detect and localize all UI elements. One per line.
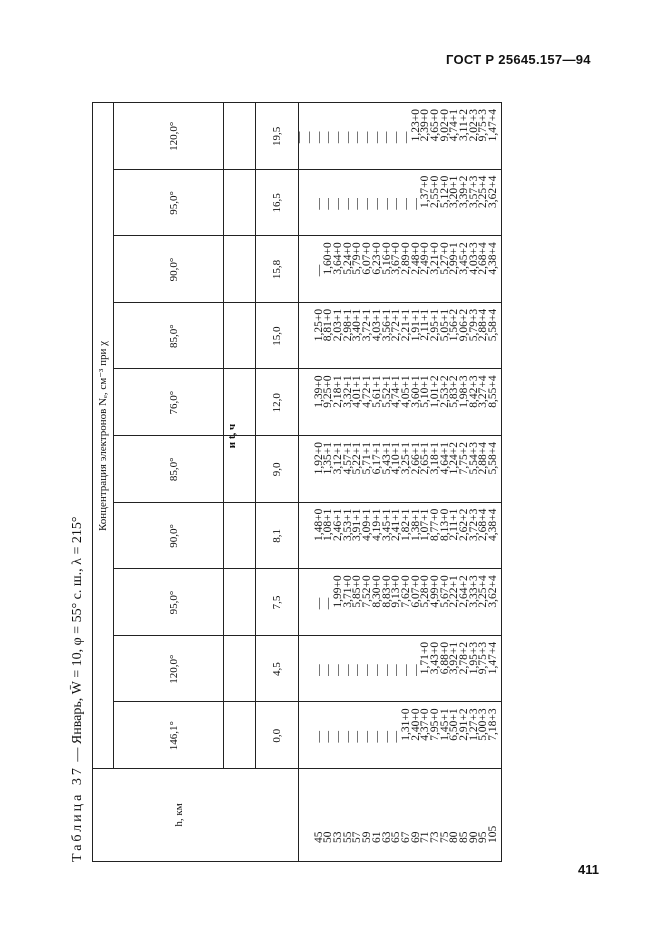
table-cell: — bbox=[302, 131, 315, 144]
electron-concentration-table bbox=[92, 102, 502, 862]
table-cell: — bbox=[351, 730, 364, 743]
height-cell: 53 bbox=[332, 831, 345, 843]
table-cell: — bbox=[370, 730, 383, 743]
table-cell: 2,78+2 bbox=[458, 641, 470, 675]
table-cell: — bbox=[399, 664, 412, 676]
table-cell: — bbox=[351, 131, 364, 144]
table-cell: 1,91+1 bbox=[409, 308, 422, 342]
table-cell: 5,58+4 bbox=[487, 442, 500, 475]
table-cell: 1,47+4 bbox=[487, 641, 500, 675]
height-values bbox=[312, 783, 500, 843]
chi-header: 146,1° bbox=[168, 721, 180, 751]
table-cell: — bbox=[332, 131, 345, 144]
height-cell: 61 bbox=[370, 831, 383, 843]
time-header: 16,5 bbox=[271, 193, 283, 213]
height-cell: 57 bbox=[351, 831, 364, 843]
table-cell: — bbox=[312, 131, 325, 144]
table-cell: 5,00+3 bbox=[477, 708, 490, 741]
table-cell: 1,60+0 bbox=[322, 242, 335, 275]
table-cell: 4,05+1 bbox=[399, 375, 412, 408]
table-cell: — bbox=[370, 131, 383, 144]
table-cell: 1,56+2 bbox=[448, 308, 461, 342]
chi-header: 95,0° bbox=[168, 191, 180, 215]
table-cell: 8,13+0 bbox=[438, 508, 451, 541]
table-cell: 2,88+4 bbox=[477, 442, 490, 475]
table-cell: — bbox=[341, 664, 354, 676]
height-cell: 71 bbox=[419, 831, 432, 843]
concentration-label: Концентрация электронов Nₑ, см⁻³ при χ bbox=[97, 341, 109, 531]
table-cell: 2,49+0 bbox=[419, 242, 432, 275]
table-cell: — bbox=[312, 264, 325, 277]
table-cell: 2,65+1 bbox=[419, 442, 432, 475]
table-cell: 2,25+4 bbox=[477, 175, 490, 208]
table-cell: 2,22+1 bbox=[448, 575, 461, 608]
table-cell: 3,43+0 bbox=[428, 641, 441, 675]
time-header: 15,0 bbox=[271, 326, 283, 346]
table-cell: 2,72+1 bbox=[390, 308, 403, 342]
table-cell: 1,37+0 bbox=[419, 175, 432, 208]
table-cell: 5,16+0 bbox=[380, 242, 393, 275]
chi-row-rule bbox=[223, 103, 224, 769]
table-cell: 3,45+2 bbox=[458, 242, 470, 275]
table-cell: 3,25+1 bbox=[399, 442, 412, 475]
data-column bbox=[312, 442, 500, 499]
table-cell: — bbox=[322, 664, 335, 676]
table-cell: — bbox=[341, 131, 354, 144]
height-cell: 63 bbox=[380, 831, 393, 843]
table-cell: 6,17+1 bbox=[370, 442, 383, 475]
table-cell: 2,40+0 bbox=[409, 708, 422, 741]
table-cell: 5,27+0 bbox=[438, 242, 451, 275]
table-cell: 6,88+0 bbox=[438, 641, 451, 675]
table-cell: 2,88+4 bbox=[477, 308, 490, 342]
table-cell: 2,68+4 bbox=[477, 242, 490, 275]
height-cell: 80 bbox=[448, 831, 461, 843]
table-cell: — bbox=[380, 131, 393, 144]
table-cell: 1,07+1 bbox=[419, 508, 432, 541]
table-cell: 1,23+0 bbox=[409, 109, 422, 142]
data-column bbox=[312, 708, 500, 765]
table-cell: 1,08+1 bbox=[322, 508, 335, 541]
table-cell: — bbox=[380, 730, 393, 743]
chi-header: 95,0° bbox=[168, 590, 180, 615]
table-cell: 1,71+0 bbox=[419, 641, 432, 675]
table-cell: 5,43+1 bbox=[380, 442, 393, 475]
table-cell: 2,03+1 bbox=[332, 308, 345, 342]
table-cell: 2,68+4 bbox=[477, 508, 490, 541]
table-cell: 8,83+0 bbox=[380, 575, 393, 608]
table-cell: 3,39+2 bbox=[458, 175, 470, 208]
table-cell: 1,27+3 bbox=[467, 708, 480, 741]
data-column bbox=[295, 109, 498, 166]
table-cell: 4,37+0 bbox=[419, 708, 432, 741]
time-header: 7,5 bbox=[271, 595, 283, 610]
table-cell: 8,30+0 bbox=[370, 575, 383, 608]
table-cell: 3,72+3 bbox=[467, 508, 480, 541]
table-cell: 3,32+1 bbox=[341, 375, 354, 408]
table-cell: 7,18+3 bbox=[487, 708, 500, 741]
table-cell: — bbox=[312, 198, 325, 210]
table-cell: — bbox=[390, 664, 403, 676]
table-cell: 1,01+2 bbox=[428, 375, 441, 408]
table-cell: 5,85+0 bbox=[351, 575, 364, 608]
data-column bbox=[312, 242, 500, 299]
table-cell: 1,99+0 bbox=[332, 575, 345, 608]
table-cell: 4,99+0 bbox=[428, 575, 441, 608]
table-cell: 1,35+1 bbox=[322, 442, 335, 475]
table-cell: 1,92+0 bbox=[312, 442, 325, 475]
table-cell: 3,45+1 bbox=[380, 508, 393, 541]
table-cell: 4,57+1 bbox=[341, 442, 354, 475]
table-cell: — bbox=[399, 198, 412, 210]
table-cell: — bbox=[351, 198, 364, 210]
table-cell: 5,61+1 bbox=[370, 375, 383, 408]
table-cell: 7,52+0 bbox=[361, 575, 374, 608]
table-cell: 3,11+2 bbox=[457, 109, 470, 141]
table-cell: 3,20+1 bbox=[448, 175, 461, 208]
h-column-divider bbox=[93, 768, 501, 769]
table-cell: 9,75+3 bbox=[477, 641, 490, 675]
table-cell: 1,98+3 bbox=[458, 375, 470, 408]
table-cell: 1,38+1 bbox=[409, 508, 422, 541]
table-cell: 2,11+1 bbox=[448, 508, 461, 541]
height-cell: 73 bbox=[428, 831, 441, 843]
time-header: 0,0 bbox=[271, 728, 283, 743]
table-cell: 8,81+0 bbox=[322, 308, 335, 342]
table-cell: — bbox=[361, 198, 374, 210]
table-cell: 1,45+1 bbox=[438, 708, 451, 741]
table-caption bbox=[70, 102, 90, 862]
table-cell: — bbox=[409, 664, 422, 676]
concentration-label-rule bbox=[113, 103, 114, 769]
table-cell: 8,42+3 bbox=[467, 375, 480, 408]
table-cell: 2,66+1 bbox=[409, 442, 422, 475]
time-header: 9,0 bbox=[271, 462, 283, 477]
table-cell: 8,77+0 bbox=[428, 508, 441, 541]
time-header: 8,1 bbox=[271, 529, 283, 543]
table-cell: 3,91+1 bbox=[351, 508, 364, 541]
table-cell: 3,56+1 bbox=[380, 308, 393, 342]
table-cell: — bbox=[332, 198, 345, 210]
table-cell: — bbox=[332, 730, 345, 743]
time-header: 15,8 bbox=[271, 259, 283, 280]
chi-header: 85,0° bbox=[168, 457, 180, 482]
table-cell: 2,48+0 bbox=[409, 242, 422, 275]
table-cell: — bbox=[293, 131, 306, 144]
table-cell: — bbox=[390, 198, 403, 210]
table-cell: 9,75+3 bbox=[477, 109, 490, 142]
table-cell: 3,53+1 bbox=[341, 508, 354, 541]
data-column bbox=[305, 575, 499, 632]
table-cell: 7,62+0 bbox=[399, 575, 412, 608]
table-cell: 4,38+4 bbox=[487, 242, 500, 275]
table-cell: 4,38+4 bbox=[487, 508, 500, 541]
table-cell: — bbox=[322, 730, 335, 743]
table-cell: 5,58+4 bbox=[487, 308, 500, 342]
table-cell: 4,09+1 bbox=[361, 508, 374, 541]
table-cell: 1,24+2 bbox=[448, 442, 461, 475]
table-cell: — bbox=[390, 730, 403, 743]
table-cell: 2,95+1 bbox=[428, 308, 441, 342]
table-cell: 3,64+0 bbox=[332, 242, 345, 275]
table-cell: — bbox=[399, 131, 412, 144]
table-cell: 3,18+1 bbox=[428, 442, 441, 475]
table-cell: 3,71+0 bbox=[341, 575, 354, 608]
data-column bbox=[312, 308, 500, 366]
table-cell: 2,91+2 bbox=[458, 708, 470, 741]
height-cell: 105 bbox=[487, 825, 500, 843]
document-code: ГОСТ Р 25645.157—94 bbox=[446, 52, 591, 67]
data-column bbox=[312, 508, 500, 566]
table-cell: 2,62+2 bbox=[458, 508, 470, 541]
table-cell: — bbox=[361, 131, 374, 144]
time-label-rule bbox=[255, 103, 256, 769]
height-cell: 95 bbox=[477, 831, 490, 843]
table-cell: 9,06+2 bbox=[458, 308, 470, 342]
table-cell: 9,25+0 bbox=[322, 375, 335, 408]
table-cell: 5,28+0 bbox=[419, 575, 432, 608]
table-cell: 3,33+3 bbox=[467, 575, 480, 608]
table-cell: 5,79+0 bbox=[351, 242, 364, 275]
table-cell: — bbox=[361, 730, 374, 743]
rotated-table-page bbox=[70, 102, 500, 862]
table-cell: 4,74+1 bbox=[448, 109, 461, 142]
table-cell: — bbox=[370, 664, 383, 676]
table-cell: 2,39+0 bbox=[419, 109, 432, 142]
chi-header: 85,0° bbox=[168, 324, 180, 348]
table-cell: 3,62+4 bbox=[487, 175, 500, 208]
time-label: и t, ч bbox=[226, 423, 238, 449]
table-cell: — bbox=[390, 131, 403, 144]
height-cell: 59 bbox=[361, 831, 374, 843]
table-cell: 2,53+2 bbox=[438, 375, 451, 408]
table-cell: 4,64+1 bbox=[438, 442, 451, 475]
chi-header: 90,0° bbox=[168, 257, 180, 282]
table-cell: 5,24+0 bbox=[341, 242, 354, 275]
height-cell: 67 bbox=[399, 831, 412, 843]
table-cell: 3,21+0 bbox=[428, 242, 441, 275]
table-cell: 3,57+3 bbox=[467, 175, 480, 208]
chi-header: 90,0° bbox=[168, 524, 180, 548]
table-cell: 8,55+4 bbox=[487, 375, 500, 408]
table-cell: 3,62+4 bbox=[487, 575, 500, 608]
table-cell: 5,79+3 bbox=[467, 308, 480, 342]
table-cell: — bbox=[380, 198, 393, 210]
table-cell: 7,75+2 bbox=[458, 442, 470, 475]
table-cell: — bbox=[370, 198, 383, 210]
table-cell: 1,25+0 bbox=[312, 308, 325, 342]
table-cell: 2,21+1 bbox=[399, 308, 412, 342]
table-cell: 2,99+1 bbox=[448, 242, 461, 275]
table-cell: 1,39+0 bbox=[312, 375, 325, 408]
table-cell: 3,67+0 bbox=[390, 242, 403, 275]
chi-header: 76,0° bbox=[168, 390, 180, 415]
data-column bbox=[312, 175, 500, 233]
table-cell: 6,50+1 bbox=[448, 708, 461, 741]
h-column-header: h, км bbox=[173, 803, 185, 827]
table-cell: 2,02+3 bbox=[467, 109, 480, 142]
table-cell: 3,72+1 bbox=[361, 308, 374, 342]
page-number: 411 bbox=[578, 862, 599, 877]
table-cell: 2,25+4 bbox=[477, 575, 490, 608]
time-header: 4,5 bbox=[271, 662, 283, 676]
table-cell: 6,07+0 bbox=[361, 242, 374, 275]
table-cell: 1,48+0 bbox=[312, 508, 325, 541]
table-cell: 2,18+1 bbox=[332, 375, 345, 408]
table-cell: 2,89+0 bbox=[399, 242, 412, 275]
time-header: 19,5 bbox=[271, 126, 283, 146]
height-cell: 50 bbox=[322, 831, 335, 843]
table-cell: 2,55+0 bbox=[428, 175, 441, 208]
time-header: 12,0 bbox=[271, 393, 283, 413]
table-cell: 4,19+1 bbox=[370, 508, 383, 541]
table-cell: 5,83+2 bbox=[448, 375, 461, 408]
table-cell: 6,23+0 bbox=[370, 242, 383, 275]
table-cell: 2,41+1 bbox=[390, 508, 403, 541]
table-cell: 3,12+1 bbox=[332, 442, 345, 475]
table-cell: 2,98+1 bbox=[341, 308, 354, 342]
table-cell: — bbox=[351, 664, 364, 676]
table-cell: 9,02+0 bbox=[438, 109, 451, 142]
table-cell: — bbox=[361, 664, 374, 676]
chi-header: 120,0° bbox=[168, 654, 180, 684]
table-cell: 2,46+1 bbox=[332, 508, 345, 541]
table-cell: 4,10+1 bbox=[390, 442, 403, 475]
table-cell: — bbox=[341, 198, 354, 210]
header-separator bbox=[298, 103, 299, 861]
table-cell: 5,67+0 bbox=[438, 575, 451, 608]
table-cell: 5,22+1 bbox=[351, 442, 364, 475]
table-cell: 3,40+1 bbox=[351, 308, 364, 342]
table-cell: 5,05+1 bbox=[438, 308, 451, 342]
height-cell: 85 bbox=[458, 831, 470, 843]
table-cell: 1,82+1 bbox=[399, 508, 412, 541]
table-cell: 5,10+1 bbox=[419, 375, 432, 408]
table-cell: — bbox=[312, 730, 325, 743]
table-cell: — bbox=[322, 597, 335, 610]
table-cell: 4,74+1 bbox=[390, 375, 403, 408]
table-cell: — bbox=[312, 664, 325, 676]
table-cell: — bbox=[322, 131, 335, 144]
table-cell: 4,65+0 bbox=[428, 109, 441, 142]
table-cell: 4,03+1 bbox=[370, 308, 383, 342]
table-cell: — bbox=[380, 664, 393, 676]
table-cell: 4,03+3 bbox=[467, 242, 480, 275]
table-cell: 5,12+0 bbox=[438, 175, 451, 208]
table-cell: — bbox=[332, 664, 345, 676]
table-cell: 3,27+4 bbox=[477, 375, 490, 408]
height-cell: 75 bbox=[438, 831, 451, 843]
table-cell: 3,60+1 bbox=[409, 375, 422, 408]
table-cell: 5,52+1 bbox=[380, 375, 393, 408]
table-title: — Январь, W̄ = 10, φ = 55° с. ш., λ = 215° bbox=[70, 516, 85, 762]
table-cell: — bbox=[312, 597, 325, 610]
height-cell: 65 bbox=[390, 831, 403, 843]
table-cell: — bbox=[341, 730, 354, 743]
table-cell: 2,64+2 bbox=[458, 575, 470, 608]
chi-header: 120,0° bbox=[168, 121, 180, 151]
height-cell: 90 bbox=[467, 831, 480, 843]
height-cell: 55 bbox=[341, 831, 354, 843]
table-cell: 3,92+1 bbox=[448, 641, 461, 675]
height-cell: 45 bbox=[312, 831, 325, 843]
height-cell: 69 bbox=[409, 831, 422, 843]
table-cell: 1,47+4 bbox=[487, 109, 500, 142]
table-label: Таблица 37 bbox=[70, 765, 85, 862]
table-cell: 1,31+0 bbox=[399, 708, 412, 741]
table-cell: 5,54+3 bbox=[467, 442, 480, 475]
table-cell: 1,95+3 bbox=[467, 641, 480, 675]
table-cell: 6,07+0 bbox=[409, 575, 422, 608]
table-cell: 2,11+1 bbox=[419, 308, 432, 341]
table-cell: 4,72+1 bbox=[361, 375, 374, 408]
table-cell: — bbox=[322, 198, 335, 210]
data-column bbox=[312, 641, 500, 699]
table-cell: — bbox=[409, 198, 422, 210]
data-column bbox=[312, 375, 500, 432]
table-cell: 5,71+1 bbox=[361, 442, 374, 475]
table-cell: 9,13+0 bbox=[390, 575, 403, 608]
table-cell: 7,95+0 bbox=[428, 708, 441, 741]
table-cell: 4,01+1 bbox=[351, 375, 364, 408]
